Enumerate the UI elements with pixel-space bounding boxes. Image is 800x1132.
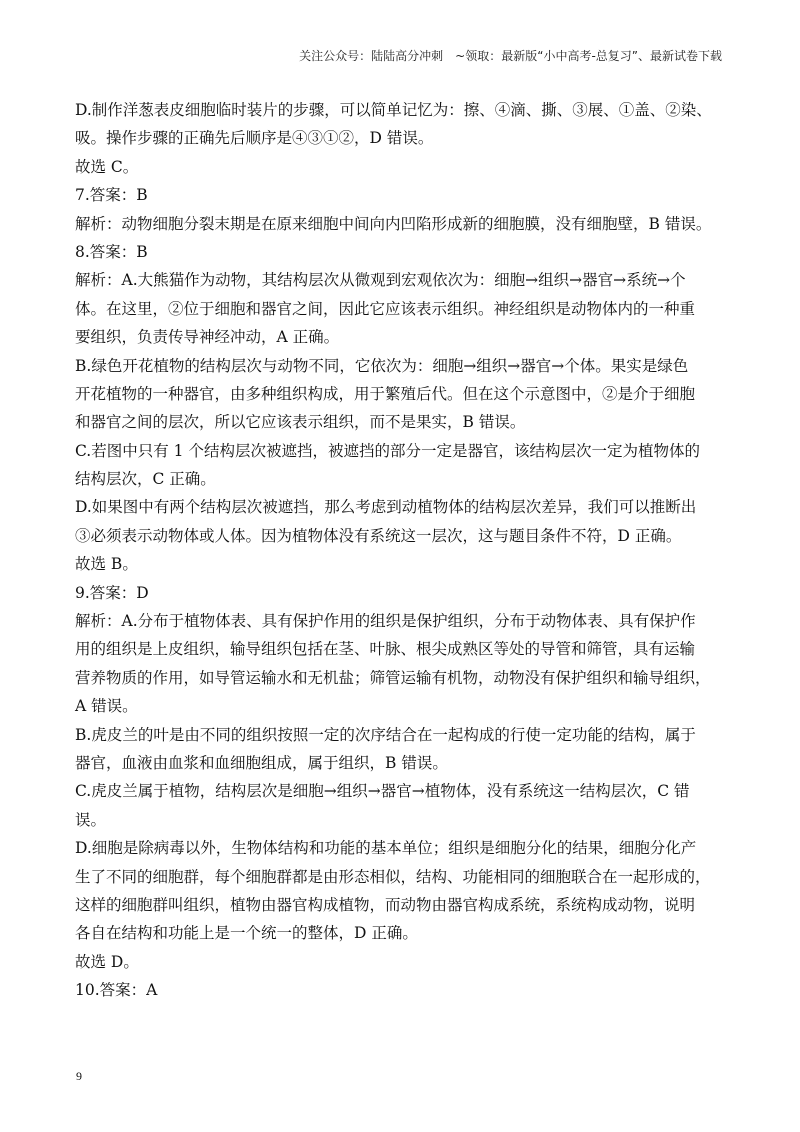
text-line: D.如果图中有两个结构层次被遮挡，那么考虑到动植物体的结构层次差异，我们可以推断出 xyxy=(75,498,697,517)
text-line: 故选 B。 xyxy=(75,555,138,574)
text-line: 解析：A.分布于植物体表、具有保护作用的组织是保护组织，分布于动物体表、具有保护作 xyxy=(75,612,696,631)
text-line: 用的组织是上皮组织，输导组织包括在茎、叶脉、根尖成熟区等处的导管和筛管，具有运输 xyxy=(75,640,696,659)
answer-line: 9.答案：D xyxy=(75,583,149,602)
text-line: 生了不同的细胞群，每个细胞群都是由形态相似，结构、功能相同的细胞联合在一起形成的， xyxy=(75,867,711,886)
text-line: ③必须表示动物体或人体。因为植物体没有系统这一层次，这与题目条件不符，D 正确。 xyxy=(75,526,682,545)
text-line: B.绿色开花植物的结构层次与动物不同，它依次为：细胞→组织→器官→个体。果实是绿色 xyxy=(75,356,689,375)
text-line: 开花植物的一种器官，由多种组织构成，用于繁殖后代。但在这个示意图中，②是介于细胞 xyxy=(75,384,696,403)
text-line: 体。在这里，②位于细胞和器官之间，因此它应该表示组织。神经组织是动物体内的一种重 xyxy=(75,299,696,318)
text-line: D.细胞是除病毒以外，生物体结构和功能的基本单位；组织是细胞分化的结果，细胞分化产 xyxy=(75,839,697,858)
text-line: C.虎皮兰属于植物，结构层次是细胞→组织→器官→植物体，没有系统这一结构层次，C 错 xyxy=(75,782,690,801)
page-number: 9 xyxy=(76,1069,82,1083)
text-line: 营养物质的作用，如导管运输水和无机盐；筛管运输有机物，动物没有保护组织和输导组织， xyxy=(75,668,711,687)
document-body xyxy=(75,96,730,1005)
text-line: B.虎皮兰的叶是由不同的组织按照一定的次序结合在一起构成的行使一定功能的结构，属于 xyxy=(75,725,696,744)
text-line: 结构层次，C 正确。 xyxy=(75,470,216,489)
answer-line: 8.答案：B xyxy=(75,242,148,261)
text-line: 故选 C。 xyxy=(75,157,139,176)
text-line: 误。 xyxy=(75,810,107,829)
text-line: C.若图中只有 1 个结构层次被遮挡，被遮挡的部分一定是器官，该结构层次一定为植物体的 xyxy=(75,441,700,460)
text-line: A 错误。 xyxy=(75,697,138,716)
page-header: 关注公众号：陆陆高分冲刺 ~领取：最新版“小中高考-总复习”、最新试卷下载 xyxy=(299,49,722,63)
text-line: 解析：A.大熊猫作为动物，其结构层次从微观到宏观依次为：细胞→组织→器官→系统→个 xyxy=(75,271,686,290)
text-line: 要组织，负责传导神经冲动，A 正确。 xyxy=(75,328,340,347)
text-line: 故选 D。 xyxy=(75,952,139,971)
text-line: 这样的细胞群叫组织，植物由器官构成植物，而动物由器官构成系统，系统构成动物，说明 xyxy=(75,895,696,914)
answer-line: 10.答案：A xyxy=(75,981,158,1000)
text-line: 各自在结构和功能上是一个统一的整体，D 正确。 xyxy=(75,924,418,943)
text-line: 吸。操作步骤的正确先后顺序是④③①②，D 错误。 xyxy=(75,129,434,148)
text-line: 器官，血液由血浆和血细胞组成，属于组织，B 错误。 xyxy=(75,753,448,772)
text-line: 解析：动物细胞分裂末期是在原来细胞中间向内凹陷形成新的细胞膜，没有细胞壁，B 错误。 xyxy=(75,214,712,233)
text-line: D.制作洋葱表皮细胞临时装片的步骤，可以简单记忆为：擦、④滴、撕、③展、①盖、②染、 xyxy=(75,101,712,119)
text-line: 和器官之间的层次，所以它应该表示组织，而不是果实，B 错误。 xyxy=(75,413,526,432)
answer-line: 7.答案：B xyxy=(75,186,148,205)
